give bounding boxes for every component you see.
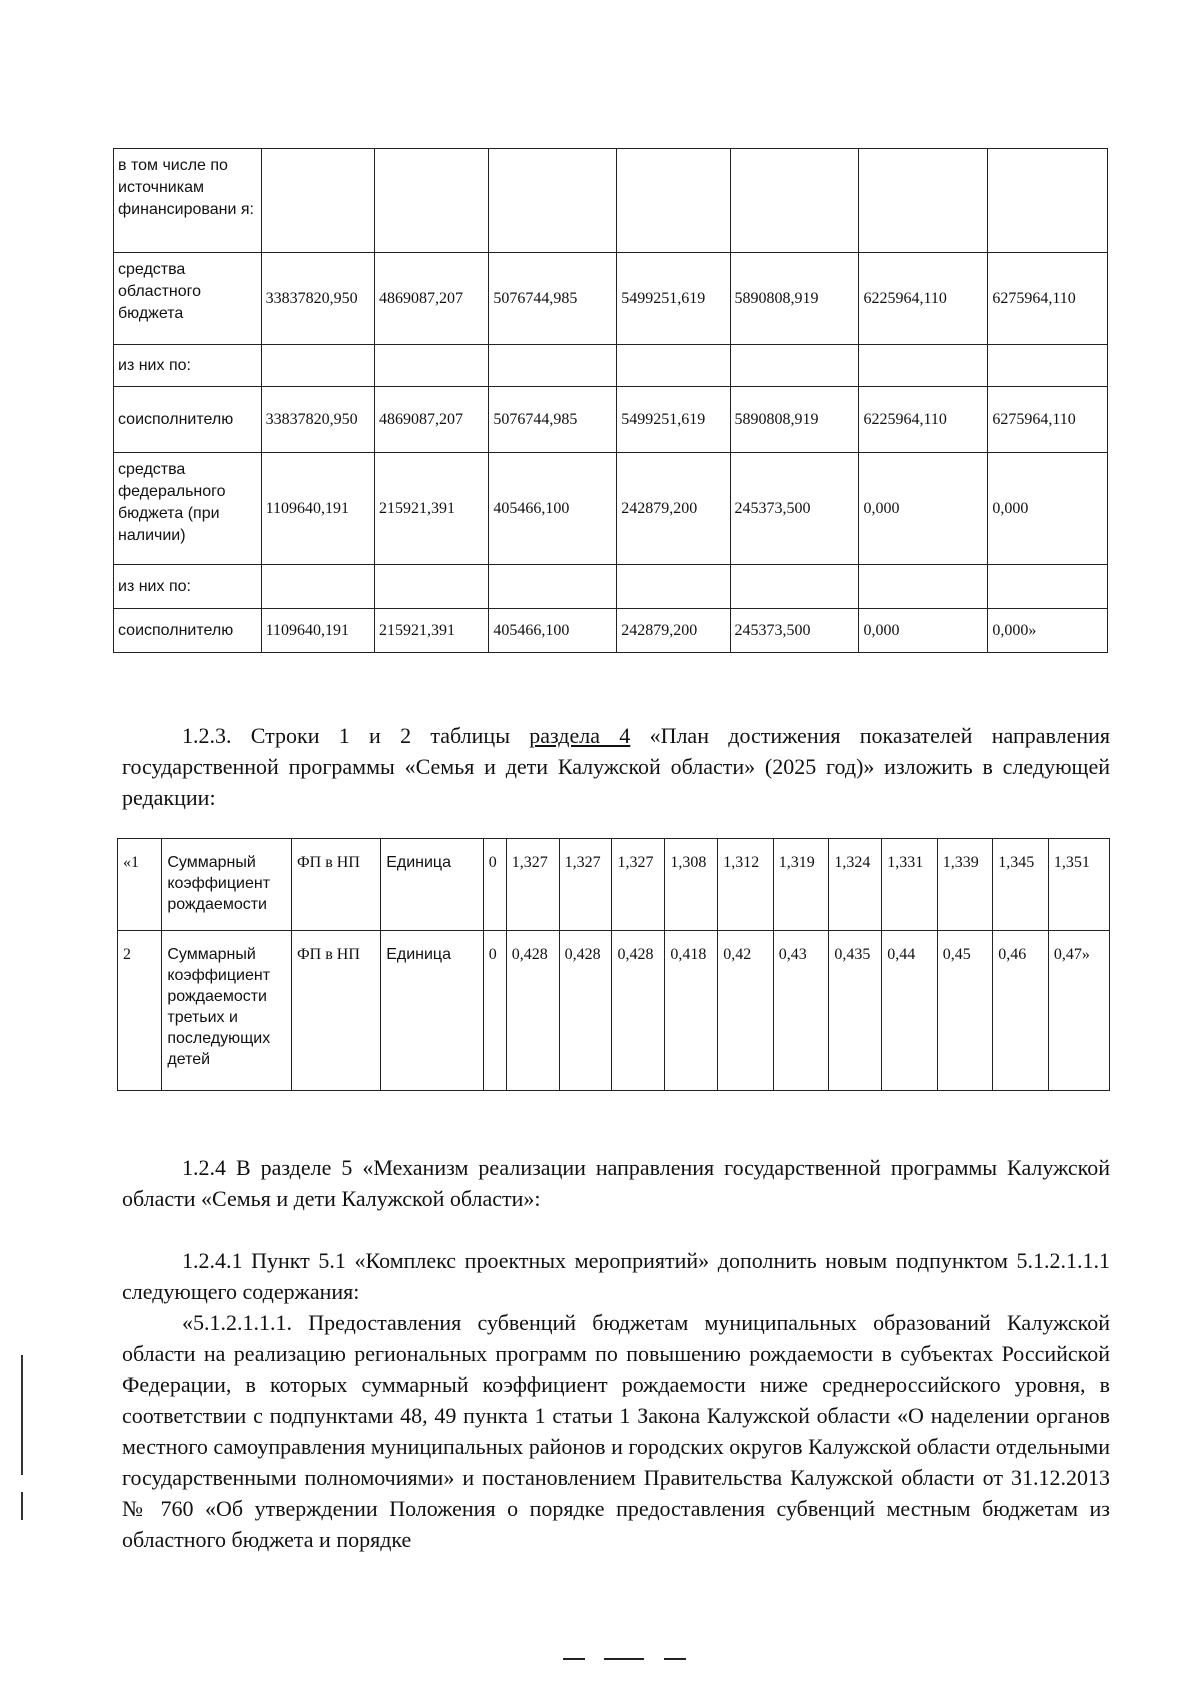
plan-value: 1,324 xyxy=(829,839,882,931)
table-cell xyxy=(374,149,488,253)
plan-value: 0,46 xyxy=(993,931,1049,1091)
plan-value: 0,43 xyxy=(773,931,829,1091)
table-cell xyxy=(988,345,1108,387)
section-1-2-3-prefix: 1.2.3. Строки 1 и 2 таблицы xyxy=(182,723,530,748)
table-cell: 0,000 xyxy=(859,609,988,653)
plan-value: 0,47» xyxy=(1048,931,1109,1091)
table-cell xyxy=(988,565,1108,609)
table-cell xyxy=(617,345,730,387)
plan-value: 1,339 xyxy=(937,839,993,931)
table-cell: 0,000 xyxy=(859,453,988,565)
table-row xyxy=(114,609,1108,653)
table-row xyxy=(114,453,1108,565)
table-cell: 4869087,207 xyxy=(374,387,488,453)
plan-value: 1,331 xyxy=(882,839,938,931)
indicator-type: ФП в НП xyxy=(292,839,381,931)
plan-value: 1,345 xyxy=(993,839,1049,931)
table-row xyxy=(114,565,1108,609)
table-cell: 5499251,619 xyxy=(617,253,730,345)
table-cell: 6225964,110 xyxy=(859,253,988,345)
plan-value: 0,428 xyxy=(612,931,665,1091)
plan-value: 0,45 xyxy=(937,931,993,1091)
section-1-2-3-suffix: «План достижения показателей направления государственной программы «Семья и дети Калужской области» (2025 год)» изложить в следующей редакции: xyxy=(122,723,1110,810)
table-cell: 245373,500 xyxy=(730,453,859,565)
table-row xyxy=(114,253,1108,345)
table-row xyxy=(114,149,1108,253)
plan-value: 0,435 xyxy=(829,931,882,1091)
table-cell: 33837820,950 xyxy=(261,253,374,345)
section-4-link[interactable]: раздела 4 xyxy=(529,723,631,748)
plan-value: 0,44 xyxy=(882,931,938,1091)
table-cell: 242879,200 xyxy=(617,609,730,653)
row-number: «1 xyxy=(118,839,162,931)
indicator-unit: Единица xyxy=(381,839,484,931)
table-cell: 5890808,919 xyxy=(730,387,859,453)
table-cell xyxy=(617,149,730,253)
table-cell: 215921,391 xyxy=(374,609,488,653)
indicator-name: Суммарный коэффициент рождаемости третьих и последующих детей xyxy=(162,931,292,1091)
table-cell: 6275964,110 xyxy=(988,253,1108,345)
plan-value: 1,327 xyxy=(612,839,665,931)
plan-value: 1,319 xyxy=(773,839,829,931)
plan-value: 1,308 xyxy=(665,839,718,931)
table-cell xyxy=(374,565,488,609)
row-label: из них по: xyxy=(114,565,262,609)
table-cell xyxy=(374,345,488,387)
table-cell xyxy=(261,345,374,387)
plan-value: 1,312 xyxy=(718,839,774,931)
table-cell: 5499251,619 xyxy=(617,387,730,453)
plan-value: 0,42 xyxy=(718,931,774,1091)
table-cell: 1109640,191 xyxy=(261,453,374,565)
base-value: 0 xyxy=(483,931,506,1091)
table-cell: 0,000» xyxy=(988,609,1108,653)
plan-value: 0,418 xyxy=(665,931,718,1091)
indicator-table xyxy=(117,838,1110,1091)
table-row xyxy=(118,931,1110,1091)
base-value: 0 xyxy=(483,839,506,931)
table-cell xyxy=(489,149,617,253)
row-label: средства областного бюджета xyxy=(114,253,262,345)
row-label: в том числе по источникам финансировани я: xyxy=(114,149,262,253)
footer-dash xyxy=(664,1658,686,1660)
row-label: средства федерального бюджета (при наличии) xyxy=(114,453,262,565)
plan-value: 0,428 xyxy=(506,931,559,1091)
margin-mark xyxy=(21,1492,23,1520)
table-cell: 215921,391 xyxy=(374,453,488,565)
row-label: соисполнителю xyxy=(114,387,262,453)
margin-mark xyxy=(21,1355,23,1475)
table-cell: 245373,500 xyxy=(730,609,859,653)
table-cell: 5076744,985 xyxy=(489,387,617,453)
table-cell: 6225964,110 xyxy=(859,387,988,453)
table-cell xyxy=(489,565,617,609)
quoted-subparagraph: «5.1.2.1.1.1. Предоставления субвенций бюджетам муниципальных образований Калужской области на реализацию региональных программ по повышению рождаемости в субъектах Российской Федерации, в которых суммарный коэффициент рождаемости ниже среднероссийского уровня, в соответствии с подпунктами 48, 49 пункта 1 статьи 1 Закона Калужской области «О наделении органов местного самоуправления муниципальных районов и городских округов Калужской области отдельными государственными полномочиями» и постановлением Правительства Калужской области от 31.12.2013 № 760 «Об утверждении Положения о порядке предоставления субвенций местным бюджетам из областного бюджета и порядке xyxy=(122,1310,1110,1552)
table-cell: 405466,100 xyxy=(489,453,617,565)
table-row xyxy=(114,345,1108,387)
table-cell: 1109640,191 xyxy=(261,609,374,653)
section-1-2-4: 1.2.4 В разделе 5 «Механизм реализации направления государственной программы Калужской области «Семья и дети Калужской области»: xyxy=(122,1155,1110,1211)
row-number: 2 xyxy=(118,931,162,1091)
table-cell xyxy=(489,345,617,387)
indicator-type: ФП в НП xyxy=(292,931,381,1091)
section-1-2-4-1: 1.2.4.1 Пункт 5.1 «Комплекс проектных мероприятий» дополнить новым подпунктом 5.1.2.1.1.1 следующего содержания: xyxy=(122,1248,1110,1304)
row-label: соисполнителю xyxy=(114,609,262,653)
table-row xyxy=(114,387,1108,453)
table-cell xyxy=(859,565,988,609)
plan-value: 1,351 xyxy=(1048,839,1109,931)
indicator-unit: Единица xyxy=(381,931,484,1091)
table-cell xyxy=(988,149,1108,253)
section-1-2-3 xyxy=(122,720,1110,813)
table-cell: 33837820,950 xyxy=(261,387,374,453)
plan-value: 0,428 xyxy=(559,931,612,1091)
table-cell: 5076744,985 xyxy=(489,253,617,345)
footer-dash xyxy=(604,1658,644,1660)
table-cell: 405466,100 xyxy=(489,609,617,653)
table-cell: 242879,200 xyxy=(617,453,730,565)
row-label: из них по: xyxy=(114,345,262,387)
table-cell: 6275964,110 xyxy=(988,387,1108,453)
table-cell xyxy=(261,565,374,609)
table-cell xyxy=(730,149,859,253)
footer-dash xyxy=(563,1658,585,1660)
table-cell xyxy=(859,345,988,387)
budget-table xyxy=(113,148,1108,653)
table-cell: 4869087,207 xyxy=(374,253,488,345)
table-cell xyxy=(730,345,859,387)
indicator-name: Суммарный коэффициент рождаемости xyxy=(162,839,292,931)
table-cell: 5890808,919 xyxy=(730,253,859,345)
table-cell xyxy=(730,565,859,609)
table-cell xyxy=(859,149,988,253)
table-cell: 0,000 xyxy=(988,453,1108,565)
table-cell xyxy=(617,565,730,609)
table-cell xyxy=(261,149,374,253)
plan-value: 1,327 xyxy=(506,839,559,931)
plan-value: 1,327 xyxy=(559,839,612,931)
table-row xyxy=(118,839,1110,931)
